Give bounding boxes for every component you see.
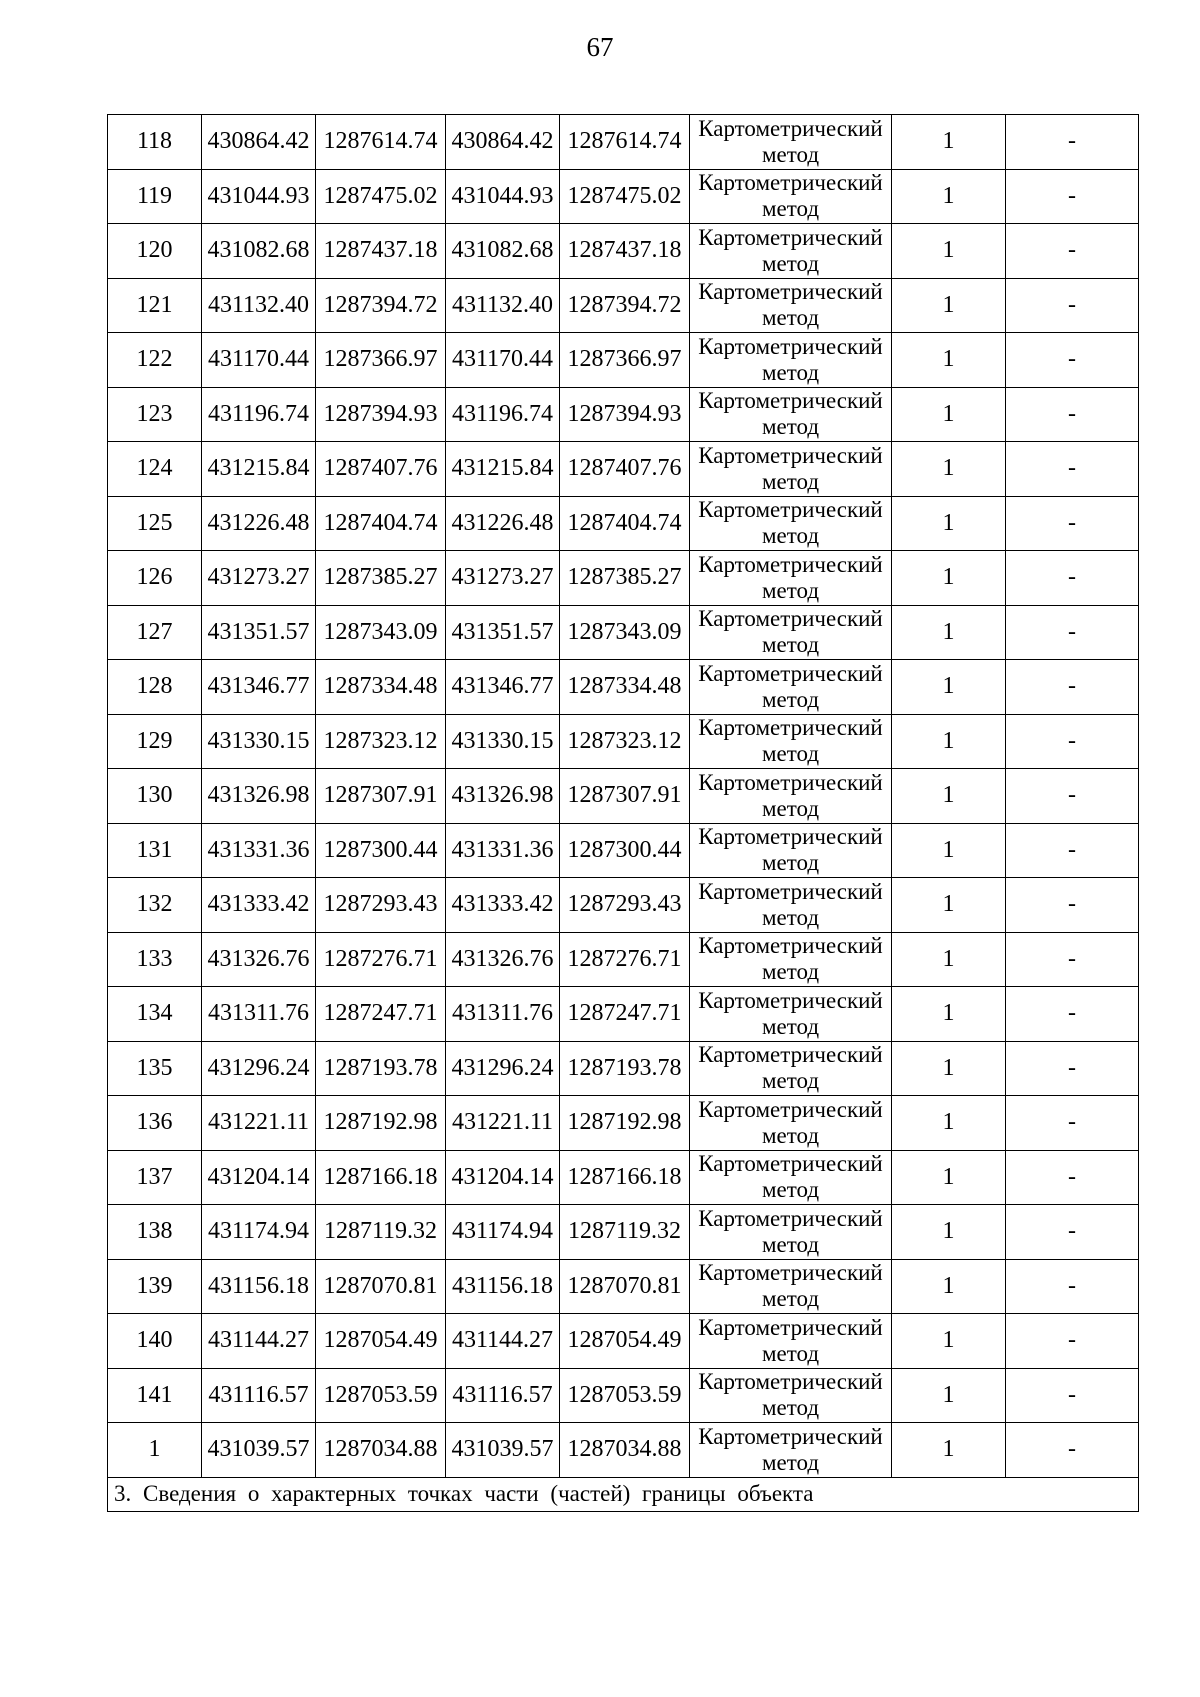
method-cell: Картометрический метод (690, 1259, 892, 1314)
y-new-cell: 1287437.18 (560, 224, 690, 279)
point-number-cell: 122 (108, 333, 202, 388)
method-cell: Картометрический метод (690, 224, 892, 279)
x-old-cell: 431116.57 (202, 1368, 316, 1423)
method-cell: Картометрический метод (690, 169, 892, 224)
table-row (108, 1041, 1139, 1096)
table-row (108, 115, 1139, 170)
method-cell: Картометрический метод (690, 1150, 892, 1205)
accuracy-cell: 1 (892, 442, 1006, 497)
accuracy-cell: 1 (892, 1205, 1006, 1260)
y-new-cell: 1287385.27 (560, 551, 690, 606)
accuracy-cell: 1 (892, 769, 1006, 824)
table-row (108, 1205, 1139, 1260)
x-old-cell: 431044.93 (202, 169, 316, 224)
table-row (108, 769, 1139, 824)
y-old-cell: 1287307.91 (316, 769, 446, 824)
x-old-cell: 431351.57 (202, 605, 316, 660)
x-new-cell: 430864.42 (446, 115, 560, 170)
table-row (108, 605, 1139, 660)
x-old-cell: 431226.48 (202, 496, 316, 551)
y-new-cell: 1287323.12 (560, 714, 690, 769)
accuracy-cell: 1 (892, 932, 1006, 987)
description-cell: - (1006, 987, 1139, 1042)
accuracy-cell: 1 (892, 1150, 1006, 1205)
x-new-cell: 431039.57 (446, 1423, 560, 1478)
method-cell: Картометрический метод (690, 278, 892, 333)
description-cell: - (1006, 442, 1139, 497)
y-new-cell: 1287614.74 (560, 115, 690, 170)
x-new-cell: 431331.36 (446, 823, 560, 878)
y-new-cell: 1287034.88 (560, 1423, 690, 1478)
accuracy-cell: 1 (892, 714, 1006, 769)
y-old-cell: 1287293.43 (316, 878, 446, 933)
table-row (108, 714, 1139, 769)
accuracy-cell: 1 (892, 169, 1006, 224)
description-cell: - (1006, 333, 1139, 388)
accuracy-cell: 1 (892, 551, 1006, 606)
table-row (108, 878, 1139, 933)
description-cell: - (1006, 823, 1139, 878)
description-cell: - (1006, 1205, 1139, 1260)
accuracy-cell: 1 (892, 115, 1006, 170)
description-cell: - (1006, 115, 1139, 170)
table-row (108, 551, 1139, 606)
x-new-cell: 431296.24 (446, 1041, 560, 1096)
method-cell: Картометрический метод (690, 1314, 892, 1369)
point-number-cell: 1 (108, 1423, 202, 1478)
y-new-cell: 1287307.91 (560, 769, 690, 824)
y-old-cell: 1287323.12 (316, 714, 446, 769)
y-old-cell: 1287054.49 (316, 1314, 446, 1369)
x-new-cell: 431204.14 (446, 1150, 560, 1205)
x-old-cell: 430864.42 (202, 115, 316, 170)
x-new-cell: 431311.76 (446, 987, 560, 1042)
y-new-cell: 1287192.98 (560, 1096, 690, 1151)
method-cell: Картометрический метод (690, 1368, 892, 1423)
table-row (108, 333, 1139, 388)
table-row (108, 278, 1139, 333)
y-old-cell: 1287166.18 (316, 1150, 446, 1205)
accuracy-cell: 1 (892, 878, 1006, 933)
method-cell: Картометрический метод (690, 1205, 892, 1260)
method-cell: Картометрический метод (690, 442, 892, 497)
description-cell: - (1006, 932, 1139, 987)
y-new-cell: 1287193.78 (560, 1041, 690, 1096)
accuracy-cell: 1 (892, 660, 1006, 715)
x-old-cell: 431174.94 (202, 1205, 316, 1260)
point-number-cell: 118 (108, 115, 202, 170)
x-old-cell: 431144.27 (202, 1314, 316, 1369)
point-number-cell: 130 (108, 769, 202, 824)
x-old-cell: 431333.42 (202, 878, 316, 933)
x-old-cell: 431326.98 (202, 769, 316, 824)
y-old-cell: 1287334.48 (316, 660, 446, 715)
table-row (108, 1150, 1139, 1205)
point-number-cell: 138 (108, 1205, 202, 1260)
x-new-cell: 431351.57 (446, 605, 560, 660)
x-old-cell: 431196.74 (202, 387, 316, 442)
table-row (108, 442, 1139, 497)
y-new-cell: 1287276.71 (560, 932, 690, 987)
accuracy-cell: 1 (892, 278, 1006, 333)
accuracy-cell: 1 (892, 387, 1006, 442)
x-old-cell: 431204.14 (202, 1150, 316, 1205)
x-new-cell: 431346.77 (446, 660, 560, 715)
accuracy-cell: 1 (892, 605, 1006, 660)
x-old-cell: 431330.15 (202, 714, 316, 769)
x-new-cell: 431174.94 (446, 1205, 560, 1260)
y-new-cell: 1287404.74 (560, 496, 690, 551)
method-cell: Картометрический метод (690, 1423, 892, 1478)
point-number-cell: 137 (108, 1150, 202, 1205)
table-row (108, 1314, 1139, 1369)
point-number-cell: 139 (108, 1259, 202, 1314)
accuracy-cell: 1 (892, 333, 1006, 388)
y-old-cell: 1287366.97 (316, 333, 446, 388)
x-old-cell: 431156.18 (202, 1259, 316, 1314)
x-old-cell: 431331.36 (202, 823, 316, 878)
y-old-cell: 1287034.88 (316, 1423, 446, 1478)
y-new-cell: 1287070.81 (560, 1259, 690, 1314)
table-row (108, 1368, 1139, 1423)
y-new-cell: 1287475.02 (560, 169, 690, 224)
section-heading-row (108, 1477, 1139, 1511)
y-old-cell: 1287300.44 (316, 823, 446, 878)
point-number-cell: 120 (108, 224, 202, 279)
table-row (108, 387, 1139, 442)
y-old-cell: 1287053.59 (316, 1368, 446, 1423)
page-number: 67 (586, 32, 614, 62)
y-new-cell: 1287394.93 (560, 387, 690, 442)
y-new-cell: 1287054.49 (560, 1314, 690, 1369)
description-cell: - (1006, 551, 1139, 606)
table-row (108, 823, 1139, 878)
y-new-cell: 1287300.44 (560, 823, 690, 878)
y-old-cell: 1287192.98 (316, 1096, 446, 1151)
x-new-cell: 431082.68 (446, 224, 560, 279)
description-cell: - (1006, 714, 1139, 769)
y-old-cell: 1287119.32 (316, 1205, 446, 1260)
description-cell: - (1006, 278, 1139, 333)
y-old-cell: 1287276.71 (316, 932, 446, 987)
accuracy-cell: 1 (892, 1423, 1006, 1478)
table-row (108, 660, 1139, 715)
accuracy-cell: 1 (892, 823, 1006, 878)
description-cell: - (1006, 387, 1139, 442)
x-new-cell: 431273.27 (446, 551, 560, 606)
description-cell: - (1006, 660, 1139, 715)
method-cell: Картометрический метод (690, 714, 892, 769)
table-row (108, 932, 1139, 987)
description-cell: - (1006, 169, 1139, 224)
description-cell: - (1006, 1150, 1139, 1205)
method-cell: Картометрический метод (690, 823, 892, 878)
coordinates-table (107, 114, 1139, 1512)
description-cell: - (1006, 1423, 1139, 1478)
y-new-cell: 1287394.72 (560, 278, 690, 333)
method-cell: Картометрический метод (690, 1096, 892, 1151)
y-new-cell: 1287247.71 (560, 987, 690, 1042)
point-number-cell: 128 (108, 660, 202, 715)
x-new-cell: 431144.27 (446, 1314, 560, 1369)
method-cell: Картометрический метод (690, 115, 892, 170)
table-row (108, 496, 1139, 551)
x-new-cell: 431226.48 (446, 496, 560, 551)
method-cell: Картометрический метод (690, 769, 892, 824)
point-number-cell: 129 (108, 714, 202, 769)
accuracy-cell: 1 (892, 987, 1006, 1042)
description-cell: - (1006, 1259, 1139, 1314)
x-old-cell: 431273.27 (202, 551, 316, 606)
method-cell: Картометрический метод (690, 605, 892, 660)
description-cell: - (1006, 1041, 1139, 1096)
x-new-cell: 431330.15 (446, 714, 560, 769)
point-number-cell: 119 (108, 169, 202, 224)
y-old-cell: 1287614.74 (316, 115, 446, 170)
description-cell: - (1006, 224, 1139, 279)
accuracy-cell: 1 (892, 1368, 1006, 1423)
x-new-cell: 431156.18 (446, 1259, 560, 1314)
x-old-cell: 431132.40 (202, 278, 316, 333)
x-new-cell: 431196.74 (446, 387, 560, 442)
y-old-cell: 1287070.81 (316, 1259, 446, 1314)
x-old-cell: 431221.11 (202, 1096, 316, 1151)
method-cell: Картометрический метод (690, 496, 892, 551)
table-row (108, 987, 1139, 1042)
description-cell: - (1006, 496, 1139, 551)
x-new-cell: 431132.40 (446, 278, 560, 333)
point-number-cell: 141 (108, 1368, 202, 1423)
x-old-cell: 431215.84 (202, 442, 316, 497)
method-cell: Картометрический метод (690, 333, 892, 388)
point-number-cell: 136 (108, 1096, 202, 1151)
x-new-cell: 431170.44 (446, 333, 560, 388)
description-cell: - (1006, 605, 1139, 660)
point-number-cell: 124 (108, 442, 202, 497)
accuracy-cell: 1 (892, 496, 1006, 551)
x-old-cell: 431346.77 (202, 660, 316, 715)
y-old-cell: 1287385.27 (316, 551, 446, 606)
table-row (108, 224, 1139, 279)
x-old-cell: 431311.76 (202, 987, 316, 1042)
x-new-cell: 431116.57 (446, 1368, 560, 1423)
method-cell: Картометрический метод (690, 987, 892, 1042)
point-number-cell: 123 (108, 387, 202, 442)
point-number-cell: 131 (108, 823, 202, 878)
table-row (108, 1096, 1139, 1151)
x-new-cell: 431326.98 (446, 769, 560, 824)
y-old-cell: 1287343.09 (316, 605, 446, 660)
x-new-cell: 431326.76 (446, 932, 560, 987)
point-number-cell: 125 (108, 496, 202, 551)
point-number-cell: 133 (108, 932, 202, 987)
section-heading: 3. Сведения о характерных точках части (частей) границы объекта (108, 1477, 1139, 1511)
y-old-cell: 1287394.93 (316, 387, 446, 442)
point-number-cell: 140 (108, 1314, 202, 1369)
x-old-cell: 431082.68 (202, 224, 316, 279)
y-new-cell: 1287343.09 (560, 605, 690, 660)
y-old-cell: 1287193.78 (316, 1041, 446, 1096)
description-cell: - (1006, 1368, 1139, 1423)
x-new-cell: 431215.84 (446, 442, 560, 497)
table-row (108, 1423, 1139, 1478)
method-cell: Картометрический метод (690, 660, 892, 715)
y-new-cell: 1287053.59 (560, 1368, 690, 1423)
y-old-cell: 1287394.72 (316, 278, 446, 333)
point-number-cell: 132 (108, 878, 202, 933)
description-cell: - (1006, 878, 1139, 933)
accuracy-cell: 1 (892, 1041, 1006, 1096)
method-cell: Картометрический метод (690, 878, 892, 933)
y-new-cell: 1287166.18 (560, 1150, 690, 1205)
y-new-cell: 1287407.76 (560, 442, 690, 497)
y-new-cell: 1287119.32 (560, 1205, 690, 1260)
method-cell: Картометрический метод (690, 387, 892, 442)
x-new-cell: 431044.93 (446, 169, 560, 224)
point-number-cell: 127 (108, 605, 202, 660)
method-cell: Картометрический метод (690, 551, 892, 606)
accuracy-cell: 1 (892, 1314, 1006, 1369)
y-old-cell: 1287407.76 (316, 442, 446, 497)
accuracy-cell: 1 (892, 1259, 1006, 1314)
description-cell: - (1006, 1314, 1139, 1369)
y-old-cell: 1287404.74 (316, 496, 446, 551)
method-cell: Картометрический метод (690, 1041, 892, 1096)
accuracy-cell: 1 (892, 1096, 1006, 1151)
description-cell: - (1006, 1096, 1139, 1151)
accuracy-cell: 1 (892, 224, 1006, 279)
x-new-cell: 431333.42 (446, 878, 560, 933)
method-cell: Картометрический метод (690, 932, 892, 987)
y-old-cell: 1287437.18 (316, 224, 446, 279)
point-number-cell: 135 (108, 1041, 202, 1096)
point-number-cell: 121 (108, 278, 202, 333)
y-new-cell: 1287334.48 (560, 660, 690, 715)
y-new-cell: 1287366.97 (560, 333, 690, 388)
y-old-cell: 1287475.02 (316, 169, 446, 224)
table-row (108, 169, 1139, 224)
x-old-cell: 431170.44 (202, 333, 316, 388)
table-row (108, 1259, 1139, 1314)
x-new-cell: 431221.11 (446, 1096, 560, 1151)
x-old-cell: 431326.76 (202, 932, 316, 987)
x-old-cell: 431039.57 (202, 1423, 316, 1478)
y-old-cell: 1287247.71 (316, 987, 446, 1042)
point-number-cell: 126 (108, 551, 202, 606)
point-number-cell: 134 (108, 987, 202, 1042)
x-old-cell: 431296.24 (202, 1041, 316, 1096)
y-new-cell: 1287293.43 (560, 878, 690, 933)
description-cell: - (1006, 769, 1139, 824)
